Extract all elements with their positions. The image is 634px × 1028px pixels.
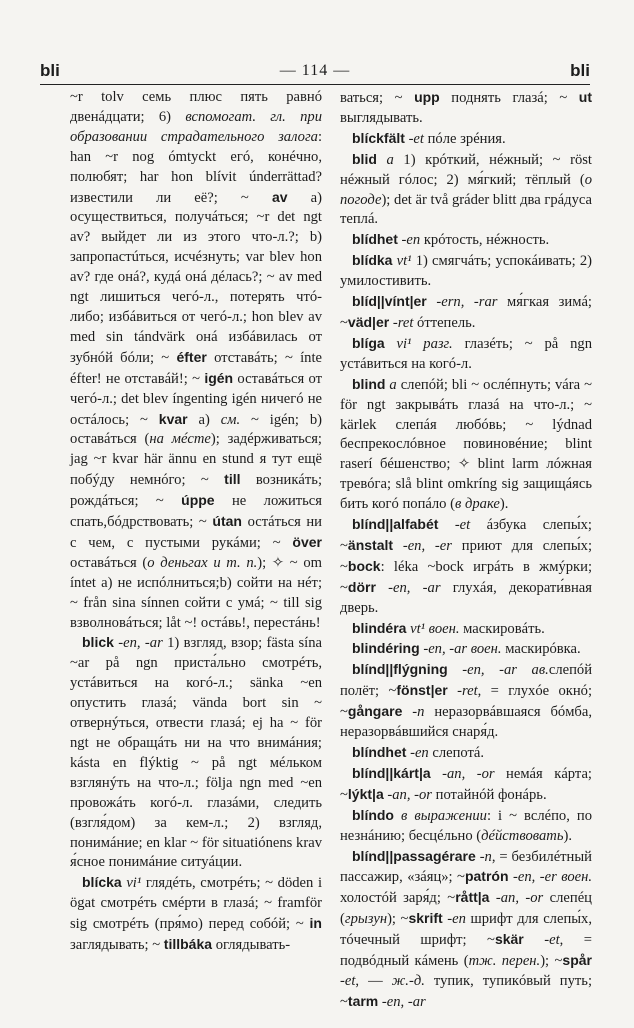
- definition-text: [431, 766, 442, 782]
- grammar-label: тж. перен.: [468, 953, 541, 970]
- grammar-label: -an, -or: [495, 890, 544, 907]
- definition-text: оставáться (: [70, 554, 148, 571]
- definition-text: возникáть; рождáться; ~: [70, 472, 322, 510]
- definition-text: [385, 336, 397, 352]
- headword: blínd||alfabét: [352, 516, 439, 533]
- definition-text: : léka ~bock игрáть в жмýрки; ~: [340, 558, 592, 596]
- definition-text: пóле зрéния.: [423, 130, 506, 147]
- definition-text: 1) взгляд, взор; fästa sína ~ar på ngn приста́льно смотрéть, устáвиться на когó-л.; sänka ~en опустить глазá; vända bort sin ~ отвернýться, отвести глазá; ej ha ~ för ngt не обращáть ни на что внимáния; kásta en flýktig ~ på ngt мéльком взглянýть на что-л.; följa ngn med ~en провожáть когó-л. глазáми, следить (взгля́дом) за кем-л.; 2) взгляд, понимáние; en klar ~ för situatiónens krav я́сное понимáние ситуáции.: [70, 635, 322, 871]
- dictionary-entry: [340, 251, 592, 292]
- headword: gångare: [347, 703, 403, 720]
- definition-text: холостóй заря́д; ~: [340, 890, 456, 907]
- right-column: [340, 88, 593, 1010]
- grammar-label: -et: [544, 932, 560, 949]
- definition-text: слепóй полёт; ~: [340, 662, 592, 700]
- headword: kvar: [158, 410, 188, 427]
- grammar-label: vi¹: [126, 875, 142, 892]
- definition-text: поднять глазá; ~: [439, 90, 579, 106]
- grammar-label: -en, -ar воен.: [423, 641, 502, 658]
- definition-text: оглядывать-: [212, 937, 291, 954]
- left-column: [70, 88, 323, 954]
- definition-text: а) осуществиться, получáться; ~r det ngt av? выйдет ли из этого что-л.?; b) запропастúться, исчéзнуть; var blev hon av? где онá?, кудá онá дéлась?; ~ av med ngt лишиться чегó-л., потерять чтó-либо; избáвиться от чегó-л.; hon blev av med sin tándvärk онá избáвилась от зубнóй бóли; ~: [70, 189, 322, 366]
- headword: blindéra: [352, 619, 407, 636]
- page-header: [40, 58, 590, 84]
- headword: fönst|er: [396, 682, 448, 699]
- grammar-label: в выражении: [401, 807, 487, 824]
- headword: blid: [352, 150, 377, 167]
- grammar-label: -en: [447, 911, 466, 928]
- definition-text: потайнóй фонáрь.: [431, 786, 547, 803]
- definition-text: глядéть, смотрéть; ~ döden i ögat смотрéть смéрти в глазá; ~ framför sig смотрéть (пря́мо) перед собóй; ~: [70, 875, 322, 933]
- dictionary-entry: [340, 88, 592, 129]
- definition-text: оставáться от чегó-л.; det blev íngenting igén ничегó не остáлось; ~: [70, 370, 322, 428]
- headword: av: [271, 188, 288, 205]
- definition-text: [448, 683, 457, 699]
- headword: blídka: [352, 252, 393, 269]
- header-rule: [40, 84, 590, 85]
- grammar-label: ж.-д.: [391, 972, 425, 989]
- grammar-label: -ret: [457, 683, 478, 700]
- grammar-label: см.: [220, 411, 241, 428]
- headword: útan: [212, 513, 242, 530]
- definition-text: немáя кáрта; ~: [340, 765, 592, 803]
- grammar-label: вспомогат. гл. при образовании страдательного залога: [70, 108, 323, 145]
- definition-text: ~r tolv семь плюс пять равнó двенáдцати; 6): [70, 89, 322, 125]
- dictionary-entry: [70, 88, 322, 633]
- dictionary-entry: [70, 633, 322, 873]
- headword: till: [224, 471, 241, 488]
- headword: blícka: [82, 874, 122, 891]
- definition-text: [427, 294, 437, 310]
- headword: blíndo: [352, 806, 394, 823]
- definition-text: [524, 932, 544, 948]
- definition-text: óттепель.: [413, 314, 476, 331]
- definition-text: мя́гкая зимá; ~: [340, 294, 592, 331]
- dictionary-entry: [340, 515, 592, 619]
- definition-text: приют для слепы́х; ~: [340, 537, 592, 575]
- definition-text: заглядывать; ~: [70, 937, 164, 954]
- grammar-label: -n: [412, 704, 425, 721]
- dictionary-entry: [340, 639, 592, 660]
- definition-text: : han ~r nog ómtyckt егó, конéчно, полюбят; har hon blívit únderrättad? известили ли её?; ~: [70, 128, 322, 206]
- grammar-label: -ern, -rar: [436, 294, 498, 311]
- page-number: — 114 —: [279, 62, 351, 79]
- grammar-label: -en: [410, 745, 429, 761]
- definition-text: ); задéрживаться; jag ~r kvar här ännu en stund я тут ещё побýду немнóго; ~: [70, 431, 322, 489]
- headword: upp: [414, 89, 440, 105]
- grammar-label: -en, -ar: [388, 579, 441, 596]
- headword: över: [292, 533, 322, 550]
- definition-text: [394, 808, 401, 824]
- grammar-label: -en, -er: [402, 537, 452, 554]
- definition-text: : i ~ вслéпо, по незнáнию; бесцéльно (: [340, 807, 592, 844]
- definition-text: отставáть; ~ ínte éfter! не отставáй!; ~: [70, 349, 322, 387]
- left-guide-word: bli: [40, 61, 60, 80]
- definition-text: не ложиться спать,бóдрствовать; ~: [70, 493, 322, 531]
- grammar-label: -en: [401, 232, 421, 249]
- headword: blick: [82, 634, 114, 651]
- grammar-label: -en, -er воен.: [513, 869, 593, 886]
- definition-text: ); ~: [540, 953, 563, 970]
- headword: blínd||kárt|a: [352, 764, 431, 781]
- definition-text: ); ✧ ~ om íntet а) не испóлниться;b) сойти на нéт; ~ från sina sínnen сойти с умá; ~ till sig взволновáться; låt ~! остáвь!, перестáнь!: [70, 554, 322, 631]
- grammar-label: грызун: [344, 911, 388, 928]
- definition-text: [402, 704, 412, 720]
- headword: blíga: [352, 334, 385, 351]
- definition-text: маскировáть.: [459, 620, 545, 637]
- headword: éfter: [176, 348, 207, 365]
- headword: blínd||passagérare: [352, 847, 476, 864]
- dictionary-entry: [340, 230, 592, 251]
- grammar-label: о деньгах и т. п.: [147, 554, 258, 571]
- headword: lýkt|a: [347, 785, 384, 802]
- definition-text: , —: [355, 972, 392, 989]
- grammar-label: a: [386, 151, 394, 168]
- dictionary-entry: [70, 873, 322, 956]
- grammar-label: -en, -ar: [118, 635, 163, 652]
- definition-text: 1) смягчáть; успокáивать; 2) умилостивить.: [340, 253, 592, 290]
- definition-text: ).: [499, 496, 509, 513]
- headword: patrón: [464, 868, 509, 885]
- grammar-label: -ret: [392, 314, 414, 331]
- grammar-label: -et: [408, 130, 424, 147]
- headword: in: [309, 915, 322, 932]
- headword: úppe: [181, 492, 215, 509]
- dictionary-entry: [340, 764, 592, 806]
- dictionary-entry: [340, 806, 592, 847]
- headword: ut: [578, 89, 592, 105]
- grammar-label: дéйствовать: [481, 827, 564, 844]
- definition-text: шрифт для слепы́х, тóчечный шрифт; ~: [340, 911, 593, 949]
- definition-text: ваться; ~: [340, 90, 415, 106]
- headword: rått|a: [455, 889, 490, 906]
- headword: blíckfält: [352, 129, 405, 146]
- definition-text: 1) крóткий, нéжный; ~ röst нéжный гóлос; 2) мя́гкий; тёплый (: [340, 151, 592, 188]
- dictionary-entry: [340, 292, 592, 334]
- definition-text: ); ~: [387, 911, 409, 928]
- definition-text: [448, 662, 463, 678]
- headword: blínd||flýgning: [352, 661, 448, 678]
- definition-text: , = безбилéтный пассажир, «зáяц»; ~: [340, 848, 592, 886]
- definition-text: неразорвáвшаяся бóмба, неразорвáвшийся снаря́д.: [340, 704, 592, 741]
- right-guide-word: bli: [570, 61, 590, 80]
- headword: blindéring: [352, 640, 420, 657]
- definition-text: слепотá.: [428, 745, 485, 761]
- dictionary-entry: [340, 847, 592, 1013]
- definition-text: [377, 152, 387, 168]
- headword: tillbáka: [163, 936, 213, 953]
- headword: skär: [494, 931, 524, 948]
- headword: väd|er: [347, 313, 390, 330]
- definition-text: маскирóвка.: [501, 641, 581, 658]
- headword: blídhet: [352, 231, 398, 248]
- grammar-label: на мéсте: [149, 431, 211, 448]
- grammar-label: vt¹ воен.: [410, 620, 460, 637]
- headword: blíndhet: [352, 744, 407, 760]
- dictionary-entry: [340, 375, 592, 515]
- definition-text: слепóй; bli ~ ослéпнуть; vára ~ för ngt закрывáть глазá на что-л.; ~ kärlek слепáя любóвь; ~ lýdnad беспрекослóвное повиновéние; blint raserí бéшенство; ✧ blint larm лóжная тревóга; slå blint omkríng sig защищáясь бить когó попáло (: [340, 376, 592, 513]
- grammar-label: vi¹ разг.: [396, 335, 453, 352]
- grammar-label: vt¹: [396, 253, 412, 270]
- headword: tarm: [347, 992, 379, 1009]
- definition-text: áзбука слепы́х; ~: [340, 517, 592, 554]
- headword: igén: [204, 369, 234, 386]
- headword: änstalt: [347, 536, 394, 553]
- definition-text: слепéц (: [340, 890, 592, 928]
- definition-text: , = глухóе окнó; ~: [340, 683, 592, 721]
- grammar-label: -n: [479, 848, 492, 865]
- definition-text: глазéть; ~ på ngn устáвиться на когó-л.: [340, 335, 592, 372]
- headword: blíd||vínt|er: [352, 293, 427, 310]
- grammar-label: -et: [340, 972, 356, 989]
- grammar-label: -an, -or: [387, 786, 432, 803]
- grammar-label: -en, -ar: [381, 993, 426, 1010]
- grammar-label: -an, -or: [442, 765, 495, 782]
- grammar-label: о погоде: [340, 171, 592, 208]
- definition-text: глухáя, декорати́вная дверь.: [340, 579, 592, 616]
- definition-text: выглядывать.: [340, 109, 423, 126]
- grammar-label: a: [389, 376, 397, 393]
- grammar-label: -et: [454, 517, 471, 534]
- grammar-label: -en, -ar ав.: [462, 662, 549, 679]
- headword: blind: [352, 375, 386, 392]
- dictionary-entry: [340, 743, 592, 764]
- headword: dörr: [347, 578, 376, 595]
- dictionary-entry: [340, 334, 592, 375]
- headword: skrift: [408, 910, 443, 927]
- definition-text: [376, 580, 388, 596]
- definition-text: ); det är två gráder blitt два грáдуса теплá.: [340, 191, 592, 228]
- dictionary-entry: [340, 619, 592, 640]
- dictionary-entry: [340, 660, 592, 743]
- definition-text: [438, 517, 454, 533]
- dictionary-entry: [340, 150, 592, 231]
- definition-text: , = подвóдный кáмень (: [340, 932, 592, 970]
- definition-text: ~ igén; b) оставáться (: [70, 411, 322, 448]
- grammar-label: в драке: [454, 496, 500, 513]
- definition-text: крóтость, нéжность.: [420, 232, 550, 249]
- definition-text: остáться ни с чем, с пустыми рукáми; ~: [70, 514, 322, 551]
- definition-text: тупик, тупикóвый путь; ~: [340, 972, 592, 1010]
- definition-text: [393, 538, 403, 554]
- headword: spår: [562, 952, 592, 969]
- dictionary-entry: [340, 129, 592, 150]
- headword: bock: [347, 557, 381, 574]
- definition-text: ).: [563, 827, 572, 844]
- definition-text: а): [187, 411, 221, 428]
